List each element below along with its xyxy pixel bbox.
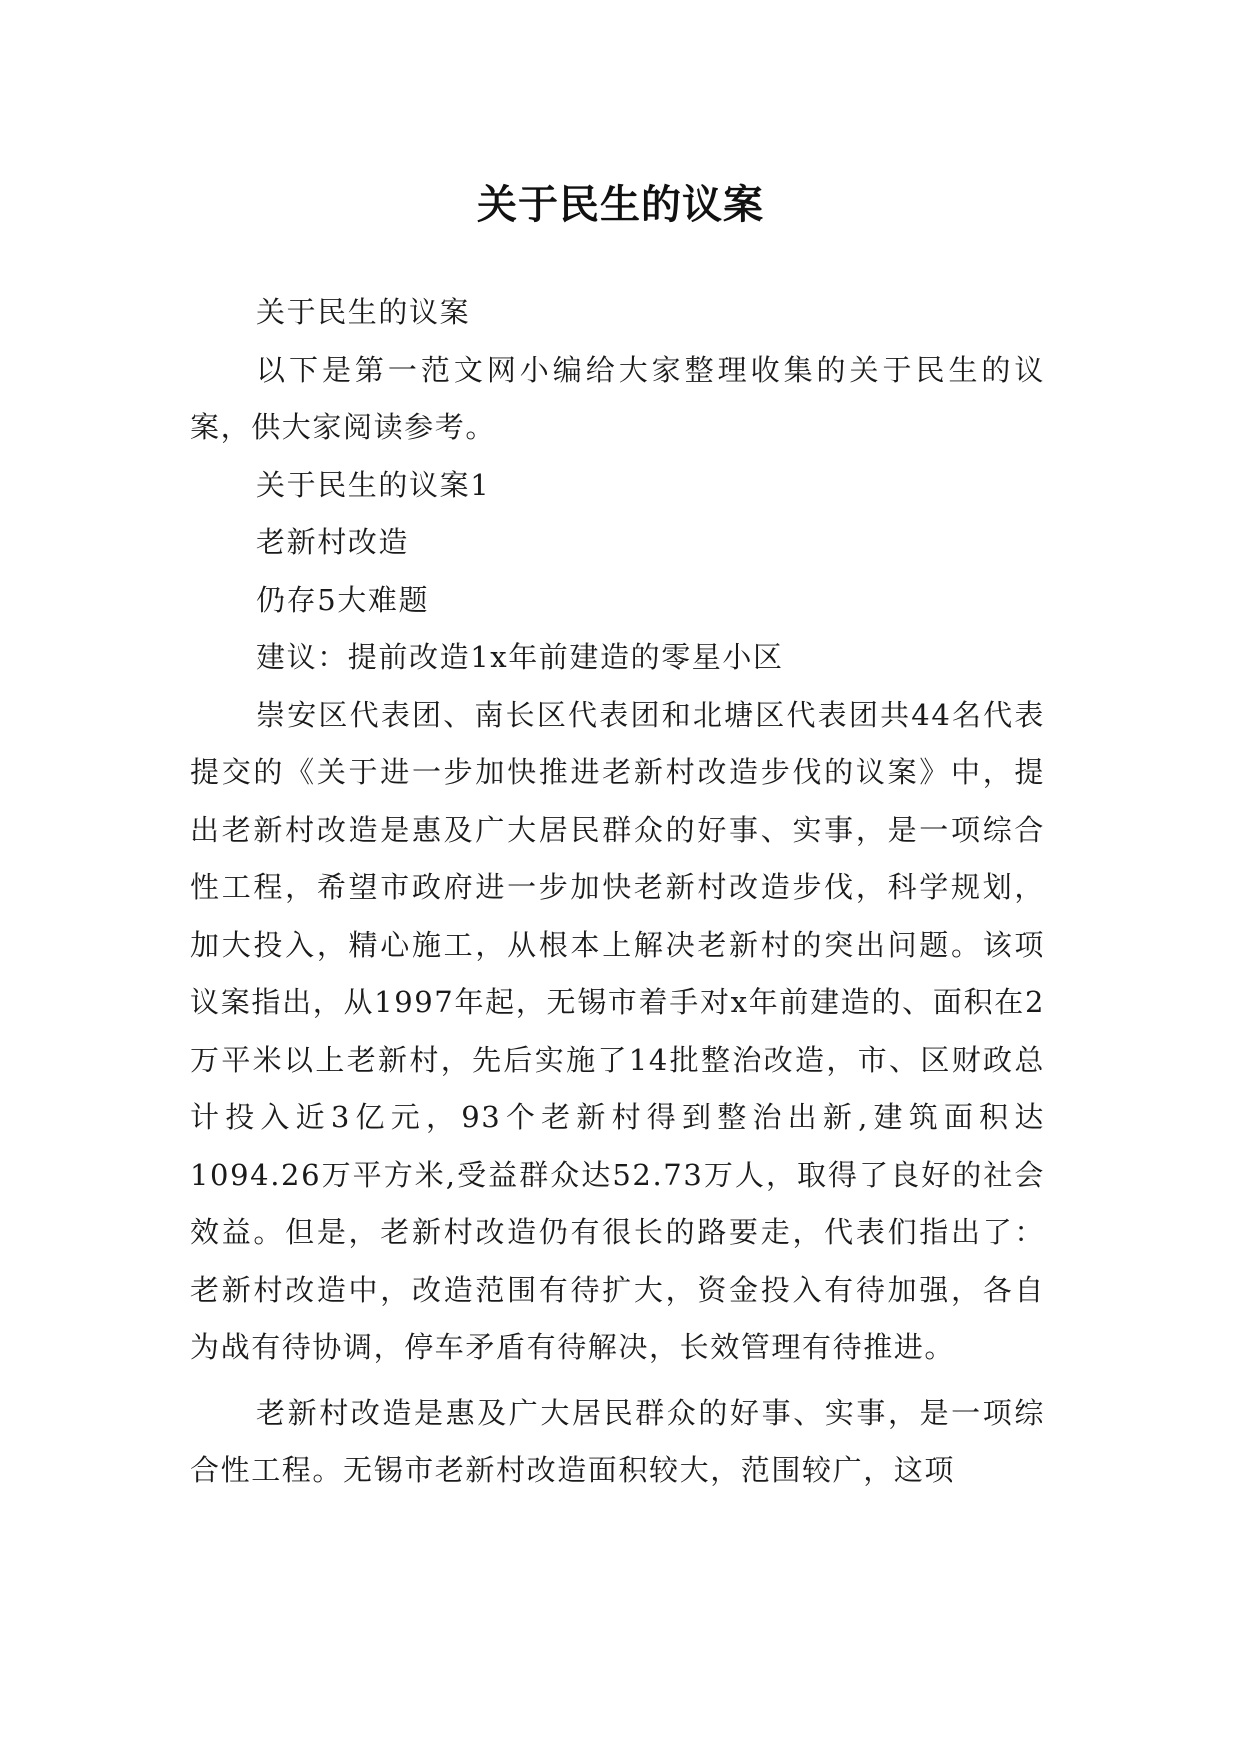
paragraph-problems: 仍存5大难题 xyxy=(256,582,430,617)
paragraph-continuation: 老新村改造是惠及广大居民群众的好事、实事，是一项综合性工程。无锡市老新村改造面积较大，范围较广，这项 xyxy=(190,1395,1045,1487)
paragraph-intro: 以下是第一范文网小编给大家整理收集的关于民生的议案，供大家阅读参考。 xyxy=(190,352,1045,444)
paragraph-suggestion: 建议：提前改造1x年前建造的零星小区 xyxy=(256,640,784,674)
paragraph-body: 崇安区代表团、南长区代表团和北塘区代表团共44名代表提交的《关于进一步加快推进老新村改造步伐的议案》中，提出老新村改造是惠及广大居民群众的好事、实事，是一项综合性工程，希望市政府进一步加快老新村改造步伐，科学规划，加大投入，精心施工，从根本上解决老新村的突出问题。该项议案指出，从1997年起，无锡市着手对x年前建造的、面积在2万平米以上老新村，先后实施了14批整治改造，市、区财政总计投入近3亿元，93个老新村得到整治出新,建筑面积达1094.26万平方米,受益群众达52.73万人，取得了良好的社会效益。但是，老新村改造仍有很长的路要走，代表们指出了：老新村改造中，改造范围有待扩大，资金投入有待加强，各自为战有待协调，停车矛盾有待解决，长效管理有待推进。 xyxy=(190,697,1045,1364)
document-body xyxy=(190,284,1045,1500)
document-title: 关于民生的议案 xyxy=(477,181,764,228)
paragraph-section-heading: 关于民生的议案1 xyxy=(256,467,491,502)
paragraph-topic: 老新村改造 xyxy=(256,525,410,559)
paragraph-subtitle: 关于民生的议案 xyxy=(256,295,471,329)
